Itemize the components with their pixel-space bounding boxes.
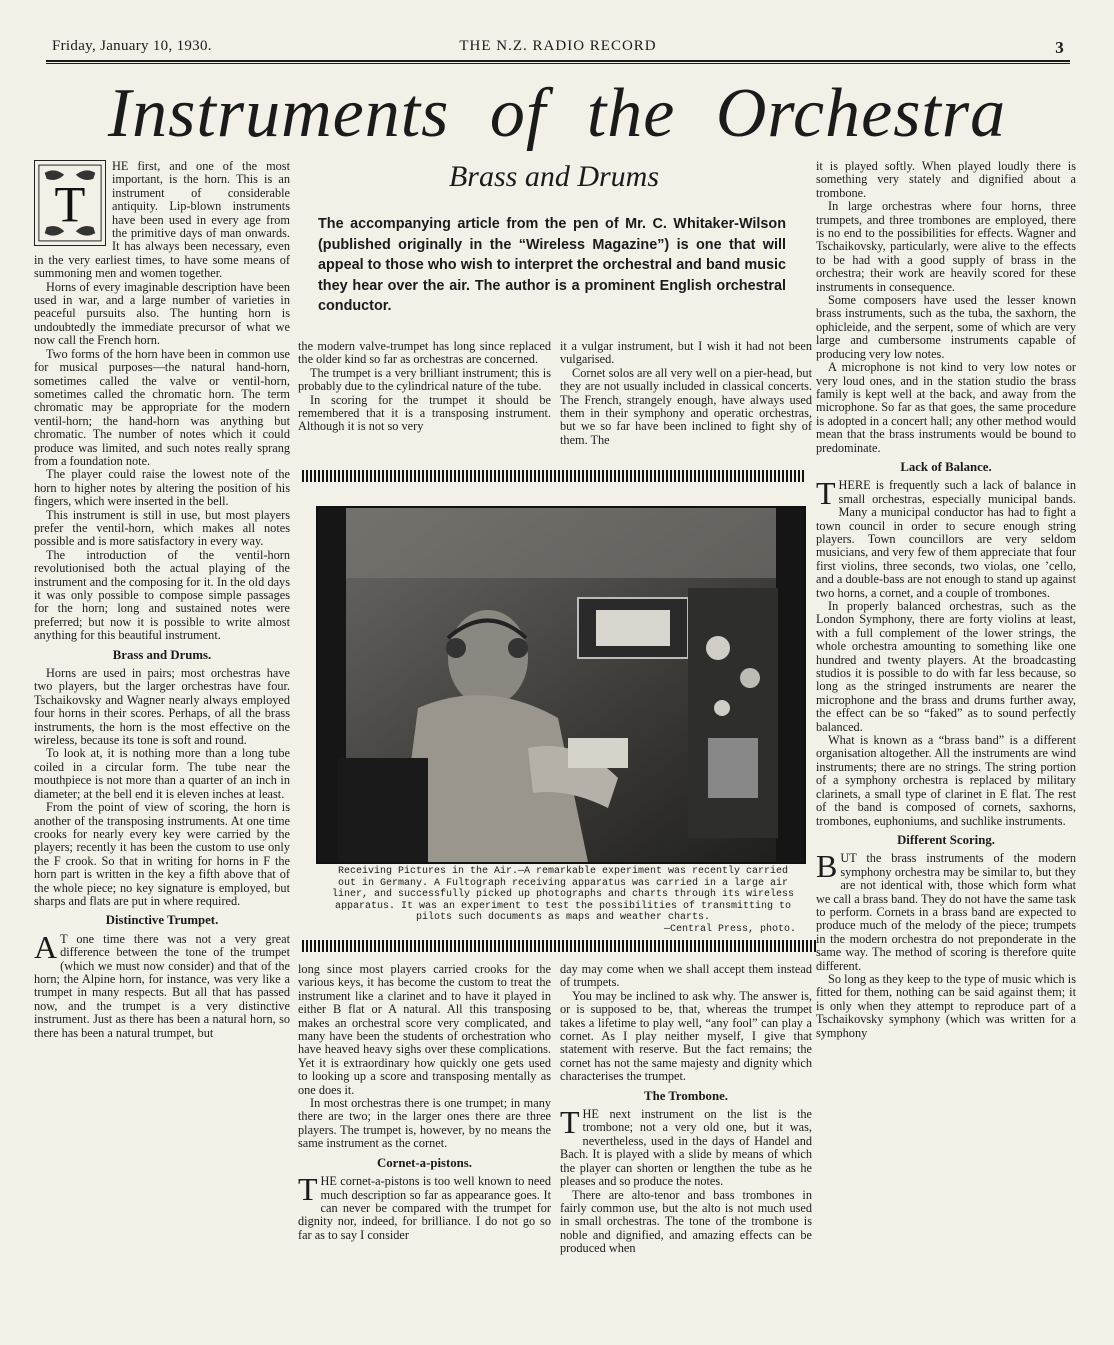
paragraph: In large orchestras where four horns, three trumpets, and three trombones are employed, there is no end to the possibilities for effects. Wagner and Tschaikovsky, particularly, were alive to the effects to be had with a good supply of brass in the orchestra; their work are heavily scored for these instruments in consequence. [816, 199, 1076, 294]
article-column-3-top [560, 340, 812, 465]
paragraph: The player could raise the lowest note of the horn to higher notes by altering the position of his fingers, which were inserted in the bell. [34, 467, 290, 509]
section-heading: Different Scoring. [897, 832, 995, 847]
svg-text:T: T [54, 176, 86, 233]
paragraph [298, 1171, 551, 1242]
article-column-2-bottom [298, 963, 551, 1338]
paragraph: The introduction of the ventil-horn revolutionised both the actual playing of the instrument and the composing for it. In the old days it was only possible to compose simple passages for the horn; long and sustained notes were preferred; but now it is possible to write almost anything for this beautiful instrument. [34, 547, 290, 643]
paragraph: Horns of every imaginable description have been used in war, and a large number of varieties in peaceful pursuits also. The hunting horn is undoubtedly the immediate precursor of what we now call the French horn. [34, 279, 290, 348]
drop-cap: B [816, 848, 838, 885]
section-heading: Distinctive Trumpet. [105, 913, 219, 928]
paragraph: HE first, and one of the most important, is the horn. This is an instrument of considerable antiquity. Lip-blown instruments have been used in every age from the primitive days of man onwards. It has always been necessary, even in the very earliest times, to have some means of summoning men and women together. [34, 160, 290, 281]
paragraph: So long as they keep to the type of music which is fitted for them, nothing can be said against them; it is only when they attempt to reproduce part of a Tschaikovsky symphony (which was written for a symphony [816, 971, 1076, 1040]
article-column-1 [34, 160, 290, 1340]
paragraph: it a vulgar instrument, but I wish it had not been vulgarised. [560, 340, 812, 367]
page-number: 3 [1055, 38, 1064, 57]
article-column-4 [816, 160, 1076, 1340]
paragraph: Some composers have used the lesser known brass instruments, such as the tuba, the saxhorn, the ophicleide, and the serpent, some of which are very large and cumbersome instruments capable of producing very low notes. [816, 293, 1076, 361]
publication-name: THE N.Z. RADIO RECORD [459, 38, 657, 54]
decorative-rule [302, 470, 806, 482]
paragraph: In most orchestras there is one trumpet; in many there are two; in the larger ones there are three players. The trumpet is, however, by no means the same instrument as the cornet. [298, 1096, 551, 1151]
paragraph: day may come when we shall accept them instead of trumpets. [560, 963, 812, 990]
page-title: Instruments of the Orchestra [107, 75, 1007, 152]
paragraph: it is played softly. When played loudly there is something very stately and dignified about a trombone. [816, 160, 1076, 200]
photo-credit: —Central Press, photo. [663, 923, 796, 935]
paragraph [816, 475, 1076, 600]
paragraph: The trumpet is a very brilliant instrument; this is probably due to the cylindrical nature of the tube. [298, 365, 551, 394]
paragraph [560, 1104, 812, 1189]
photo [316, 506, 806, 864]
masthead [52, 38, 1064, 60]
ornamental-initial-icon [34, 160, 106, 246]
article-subtitle: Brass and Drums [448, 160, 660, 193]
drop-cap: T [816, 475, 836, 512]
paragraph: long since most players carried crooks for the various keys, it has become the custom to treat the instrument like a clarinet and to have it played in either B flat or A natural. All this transposing makes an orchestral score very complicated, and many have been the students of orchestration who have heaved heavy sighs over these complications. Yet it is extraordinary how quickly one gets used to looking up a score and transposing mentally as one does it. [298, 963, 551, 1097]
paragraph-text: HERE is frequently such a lack of balance in small orchestras, especially municipal bands. Many a municipal conductor has had to fight a town council in order to secure enough string players. Town councillors are very seldom musicians, and very few of them appreciate that four first violins, three seconds, two violas, one ’cello, and a double-bass are not enough to stand up against two horns, a cornet, and a couple of trombones. [816, 478, 1076, 600]
paragraph: Horns are used in pairs; most orchestras have two players, but the larger orchestras have four. Tschaikovsky and Wagner nearly always employed four horns in their scores. Perhaps, of all the brass instruments, the horn is the most effective on the wireless, because its tone is soft and round. [34, 666, 290, 748]
paragraph [816, 848, 1076, 973]
paragraph: This instrument is still in use, but most players prefer the ventil-horn, which makes all notes possible and is more satisfactory in every way. [34, 507, 290, 549]
paragraph-text: T one time there was not a very great difference between the tone of the trumpet (which we must now consider) and that of the horn; the Alpine horn, for instance, was very like a trumpet in many respects. But all that has passed now, and the trumpet is a very distinctive instrument. Just as there has been a natural horn, so there has been a natural trumpet, but [34, 931, 290, 1040]
paragraph: Cornet solos are all very well on a pier-head, but they are not usually included in classical concerts. The French, strangely enough, have always used them in their symphony and operatic orchestras, but we so far have been inclined to fight shy of them. The [560, 365, 812, 447]
section-heading: Brass and Drums. [112, 647, 212, 662]
paragraph: You may be inclined to ask why. The answer is, or is supposed to be, that, whereas the trumpet takes a lifetime to play well, “any fool” can play a cornet. As I play neither myself, I give that statement with reserve. But the fact remains; the cornet has not the same majesty and dignity which characterises the trumpet. [560, 988, 812, 1084]
paragraph: There are alto-tenor and bass trombones in fairly common use, but the alto is not much used in small orchestras. The tone of the trombone is noble and dignified, and amazing effects can be produced when [560, 1187, 812, 1256]
standfirst: The accompanying article from the pen of Mr. C. Whitaker-Wilson (published originally in the “Wireless Magazine”) is one that will appeal to those who wish to interpret the orchestral and band music they hear over the air. The author is a prominent English orchestral conductor. [318, 216, 786, 314]
section-heading: The Trombone. [644, 1088, 728, 1103]
caption-text: Receiving Pictures in the Air.—A remarkable experiment was recently carried out in Germany. A Fultograph receiving apparatus was carried in a large air liner, and successfully picked up photographs and charts through its wireless apparatus. It was an experiment to test the possibilities of transmitting to pilots such documents as maps and weather charts. [331, 866, 795, 923]
article-column-2-top [298, 340, 551, 465]
paragraph: What is known as a “brass band” is a different organisation altogether. All the instruments are wind instruments; there are no strings. The string portion of a symphony orchestra is replaced by military clarinets, a small type of clarinet in E flat. The rest of the band is composed of cornets, saxhorns, trombones, euphoniums, and suchlike instruments. [816, 733, 1076, 828]
issue-date: Friday, January 10, 1930. [52, 38, 212, 54]
drop-cap: A [34, 928, 58, 965]
paragraph-text: HE next instrument on the list is the trombone; not a very old one, but it was, nevertheless, used in the days of Handel and Bach. It is played with a slide by means of which the player can shorten or lengthen the tube as he pleases and so produce the notes. [560, 1107, 812, 1189]
masthead-rule-thin [46, 63, 1070, 64]
paragraph: Two forms of the horn have been in common use for musical purposes—the natural hand-horn, sometimes called the valve or ventil-horn, sometimes called the chromatic horn. The term chromatic may be appropriate for the modern ventil-horn; the hand-horn was anything but chromatic. The number of notes which it could produce was limited, and such notes really sprang from a foundation note. [34, 346, 290, 468]
paragraph: In properly balanced orchestras, such as the London Symphony, there are forty violins at least, with a full complement of the lower strings, the whole orchestra amounting to something like one hundred and twenty players. At the broadcasting studios it is possible to do with far less because, so long as the stringed instruments are nearer the microphone and the brass and drums further away, the effect can be so “faked” as to sound perfectly balanced. [816, 599, 1076, 734]
paragraph-text: HE cornet-a-pistons is too well known to need much description so far as appearance goes. It can never be compared with the trumpet for dignity nor, indeed, for brilliance. I do not go so far as to say I consider [298, 1174, 551, 1242]
paragraph: A microphone is not kind to very low notes or very loud ones, and in the station studio the brass family is kept well at the back, and away from the microphone. So far as that goes, the same procedure is adopted in a concert hall; any other method would mean that the brass instruments would be bound to predominate. [816, 360, 1076, 455]
photo-illustration [318, 508, 804, 862]
paragraph: From the point of view of scoring, the horn is another of the transposing instruments. At one time crooks for nearly every key were carried by the players; recently it has been the custom to use only the F crook. So that in writing for horns in F the horn part is written in the key a fifth above that of the whole piece; no key signature is employed, but sharps and flats are put in where required. [34, 800, 290, 908]
article-column-3-bottom [560, 963, 812, 1338]
drop-cap: T [298, 1171, 318, 1208]
paragraph [34, 928, 290, 1040]
paragraph-text: UT the brass instruments of the modern symphony orchestra may be similar to, but they are not identical with, those which form what we call a brass band. They do not have the same task to perform. Cornets in a brass band are expected to produce much of the melody of the piece; trumpets in the modern orchestra do not preponderate in the same way. The method of scoring is therefore quite different. [816, 851, 1076, 973]
paragraph: the modern valve-trumpet has long since replaced the older kind so far as orchestras are concerned. [298, 340, 551, 367]
section-heading: Cornet-a-pistons. [377, 1155, 472, 1170]
paragraph: In scoring for the trumpet it should be remembered that it is a transposing instrument. Although it is not so very [298, 392, 551, 434]
section-heading: Lack of Balance. [900, 459, 992, 474]
paragraph: To look at, it is nothing more than a long tube coiled in a circular form. The tube near the mouthpiece is not more than a quarter of an inch in diameter; at the bell end it is eleven inches at least. [34, 746, 290, 801]
photo-caption [330, 866, 796, 935]
masthead-rule [46, 60, 1070, 62]
decorative-rule [302, 940, 816, 952]
drop-cap: T [560, 1104, 580, 1141]
